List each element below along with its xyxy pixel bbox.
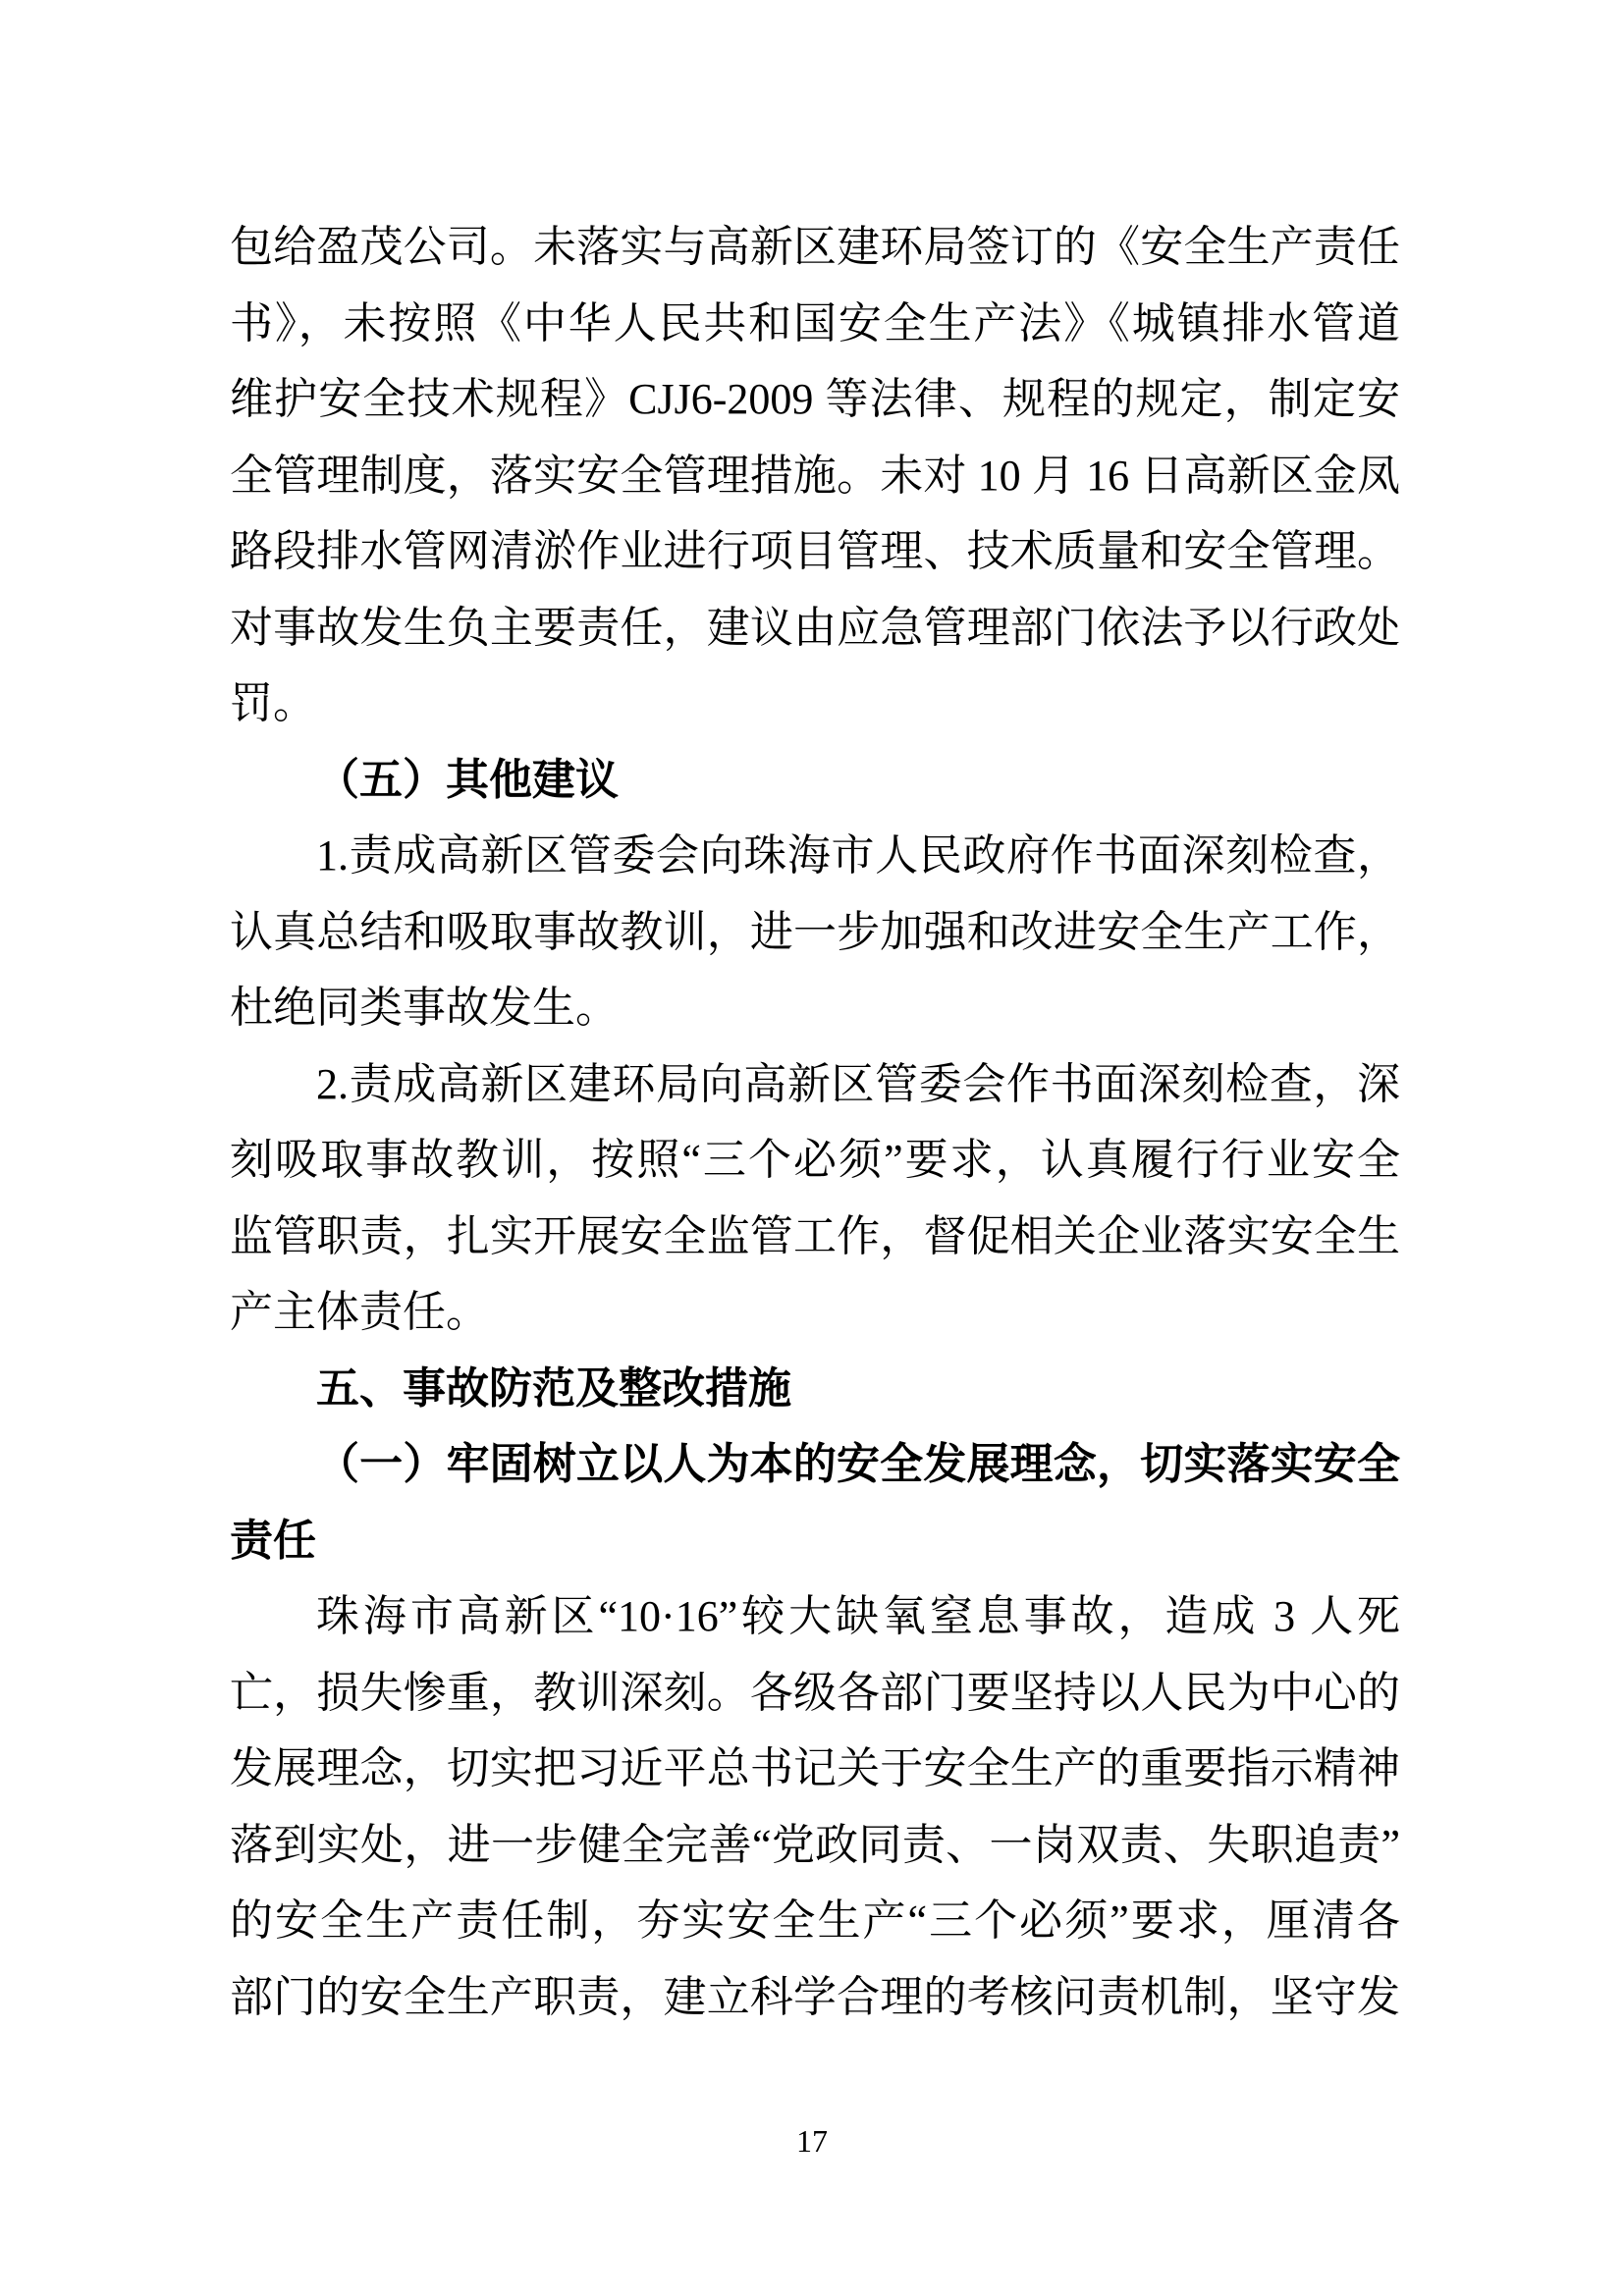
text-line: 落到实处，进一步健全完善“党政同责、一岗双责、失职追责” (230, 1820, 1400, 1869)
text-line: 监管职责，扎实开展安全监管工作，督促相关企业落实安全生 (230, 1211, 1400, 1260)
text-line: 刻吸取事故教训，按照“三个必须”要求，认真履行行业安全 (230, 1136, 1400, 1184)
page-body (230, 209, 1400, 2035)
text-line: 书》，未按照《中华人民共和国安全生产法》《城镇排水管道 (230, 298, 1400, 347)
text-line: 杜绝同类事故发生。 (230, 984, 619, 1032)
paragraph-liability-continuation (230, 209, 1400, 742)
text-line: 路段排水管网清淤作业进行项目管理、技术质量和安全管理。 (230, 527, 1400, 575)
heading-other-suggestions (230, 742, 1400, 819)
text-line: 产主体责任。 (230, 1288, 489, 1336)
text-line: 责任 (230, 1516, 316, 1565)
text-line: （五）其他建议 (316, 755, 619, 804)
paragraph-prevention (230, 1578, 1400, 2035)
text-line: 全管理制度，落实安全管理措施。未对 10 月 16 日高新区金凤 (230, 451, 1400, 500)
text-line: （一）牢固树立以人为本的安全发展理念，切实落实安全 (316, 1440, 1400, 1488)
text-line: 发展理念，切实把习近平总书记关于安全生产的重要指示精神 (230, 1744, 1400, 1792)
text-line: 对事故发生负主要责任，建议由应急管理部门依法予以行政处 (230, 603, 1400, 652)
text-line: 包给盈茂公司。未落实与高新区建环局签订的《安全生产责任 (230, 223, 1400, 271)
text-line: 罚。 (230, 679, 316, 727)
footer-page-number: 17 (796, 2123, 828, 2159)
text-line: 维护安全技术规程》CJJ6-2009 等法律、规程的规定，制定安 (230, 375, 1400, 423)
text-line: 2.责成高新区建环局向高新区管委会作书面深刻检查，深 (316, 1059, 1400, 1108)
text-line: 五、事故防范及整改措施 (316, 1363, 791, 1413)
text-line: 部门的安全生产职责，建立科学合理的考核问责机制，坚守发 (230, 1972, 1400, 2021)
paragraph-suggestion-1 (230, 818, 1400, 1046)
text-line: 亡，损失惨重，教训深刻。各级各部门要坚持以人民为中心的 (230, 1668, 1400, 1717)
heading-section-5 (230, 1351, 1400, 1427)
heading-subsection-1 (230, 1426, 1400, 1578)
text-line: 珠海市高新区“10·16”较大缺氧窒息事故，造成 3 人死 (316, 1592, 1400, 1640)
text-line: 认真总结和吸取事故教训，进一步加强和改进安全生产工作， (230, 907, 1400, 956)
text-line: 1.责成高新区管委会向珠海市人民政府作书面深刻检查， (316, 831, 1400, 880)
text-line: 的安全生产责任制，夯实安全生产“三个必须”要求，厘清各 (230, 1896, 1400, 1945)
paragraph-suggestion-2 (230, 1046, 1400, 1351)
